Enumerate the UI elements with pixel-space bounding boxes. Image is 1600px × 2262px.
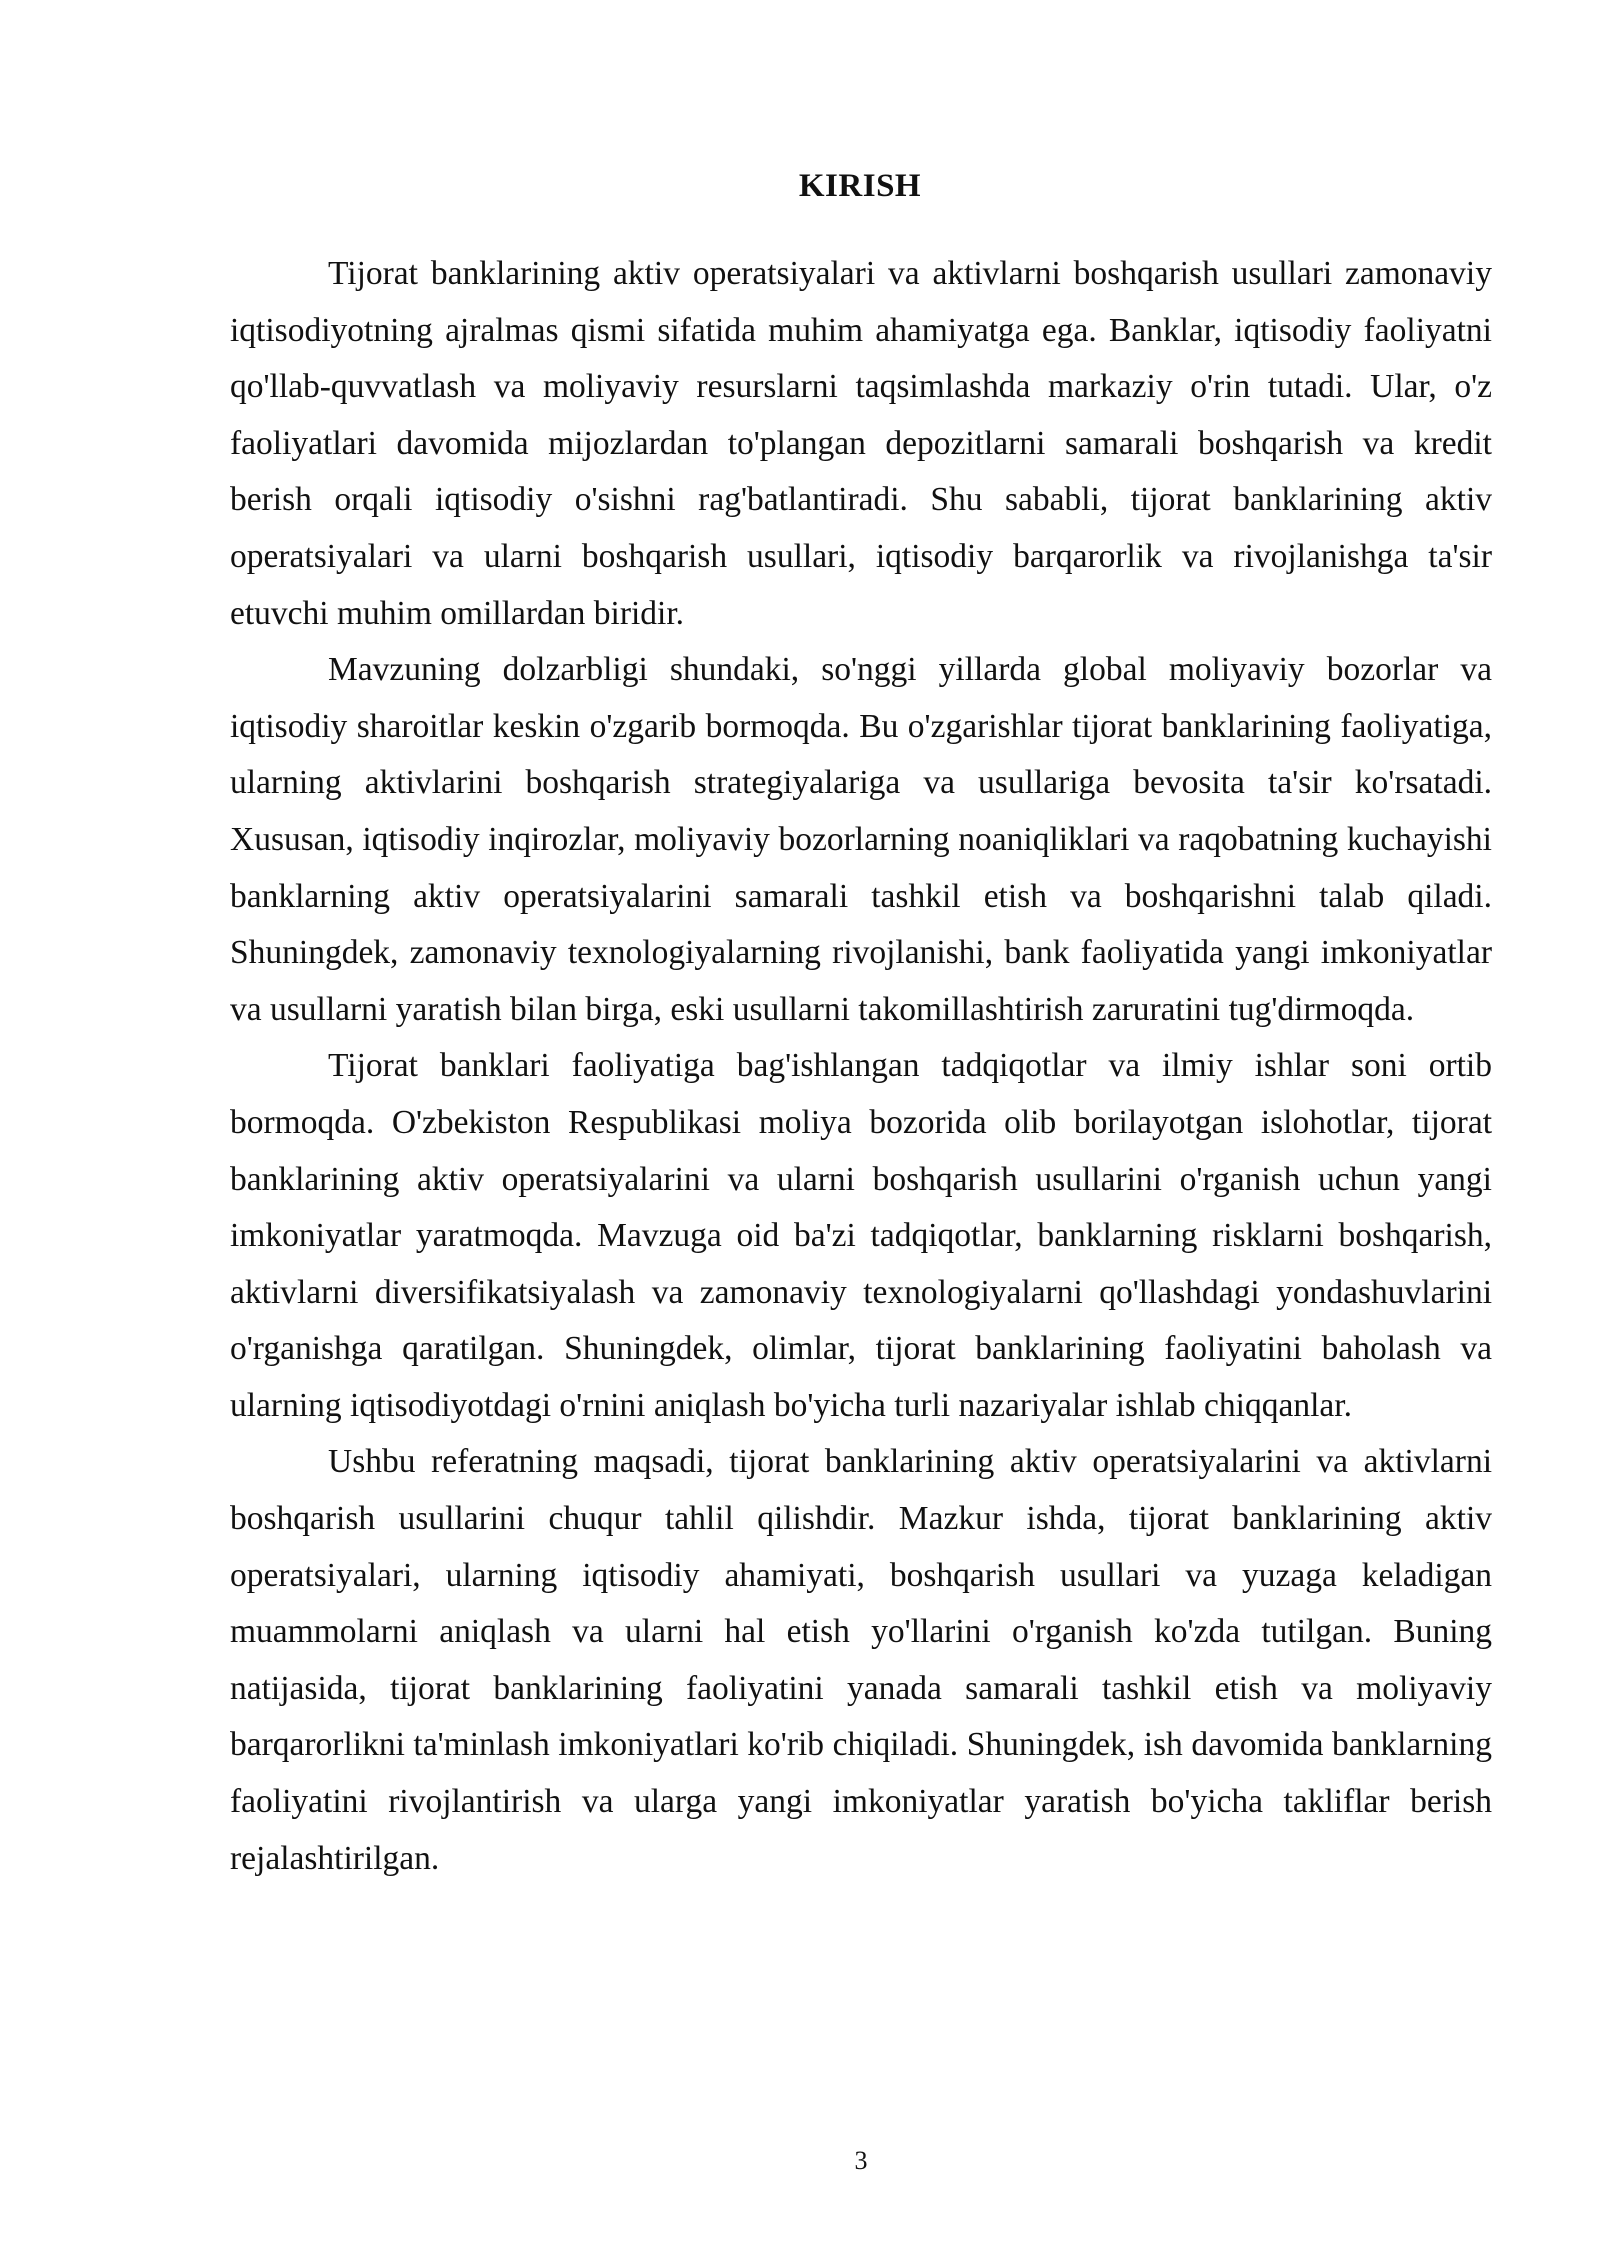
page-number: 3 [854,2146,868,2175]
paragraph-2: Mavzuning dolzarbligi shundaki, so'nggi yillarda global moliyaviy bozorlar va iqtisodiy sharoitlar keskin o'zgarib bormoqda. Bu o'zgarishlar tijorat banklarining faoliyatiga, ularning aktivlarini boshqarish strategiyalariga va usullariga bevosita ta'sir ko'rsatadi. Xususan, iqtisodiy inqirozlar, moliyaviy bozorlarning noaniqliklari va raqobatning kuchayishi banklarning aktiv operatsiyalarini samarali tashkil etish va boshqarishni talab qiladi. Shuningdek, zamonaviy texnologiyalarning rivojlanishi, bank faoliyatida yangi imkoniyatlar va usullarni yaratish bilan birga, eski usullarni takomillashtirish zaruratini tug'dirmoqda. [230,651,1492,1028]
paragraph-1: Tijorat banklarining aktiv operatsiyalari va aktivlarni boshqarish usullari zamonaviy iqtisodiyotning ajralmas qismi sifatida muhim ahamiyatga ega. Banklar, iqtisodiy faoliyatni qo'llab-quvvatlash va moliyaviy resurslarni taqsimlashda markaziy o'rin tutadi. Ular, o'z faoliyatlari davomida mijozlardan to'plangan depozitlarni samarali boshqarish va kredit berish orqali iqtisodiy o'sishni rag'batlantiradi. Shu sababli, tijorat banklarining aktiv operatsiyalari va ularni boshqarish usullari, iqtisodiy barqarorlik va rivojlanishga ta'sir etuvchi muhim omillardan biridir. [230,255,1492,632]
paragraph-3: Tijorat banklari faoliyatiga bag'ishlangan tadqiqotlar va ilmiy ishlar soni ortib bormoqda. O'zbekiston Respublikasi moliya bozorida olib borilayotgan islohotlar, tijorat banklarining aktiv operatsiyalarini va ularni boshqarish usullarini o'rganish uchun yangi imkoniyatlar yaratmoqda. Mavzuga oid ba'zi tadqiqotlar, banklarning risklarni boshqarish, aktivlarni diversifikatsiyalash va zamonaviy texnologiyalarni qo'llashdagi yondashuvlarini o'rganishga qaratilgan. Shuningdek, olimlar, tijorat banklarining faoliyatini baholash va ularning iqtisodiyotdagi o'rnini aniqlash bo'yicha turli nazariyalar ishlab chiqqanlar. [230,1047,1492,1424]
paragraph-4: Ushbu referatning maqsadi, tijorat banklarining aktiv operatsiyalarini va aktivlarni boshqarish usullarini chuqur tahlil qilishdir. Mazkur ishda, tijorat banklarining aktiv operatsiyalari, ularning iqtisodiy ahamiyati, boshqarish usullari va yuzaga keladigan muammolarni aniqlash va ularni hal etish yo'llarini o'rganish ko'zda tutilgan. Buning natijasida, tijorat banklarining faoliyatini yanada samarali tashkil etish va moliyaviy barqarorlikni ta'minlash imkoniyatlari ko'rib chiqiladi. Shuningdek, ish davomida banklarning faoliyatini rivojlantirish va ularga yangi imkoniyatlar yaratish bo'yicha takliflar berish rejalashtirilgan. [230,1443,1492,1877]
body-text [230,246,1492,1887]
page-title: KIRISH [798,168,922,204]
